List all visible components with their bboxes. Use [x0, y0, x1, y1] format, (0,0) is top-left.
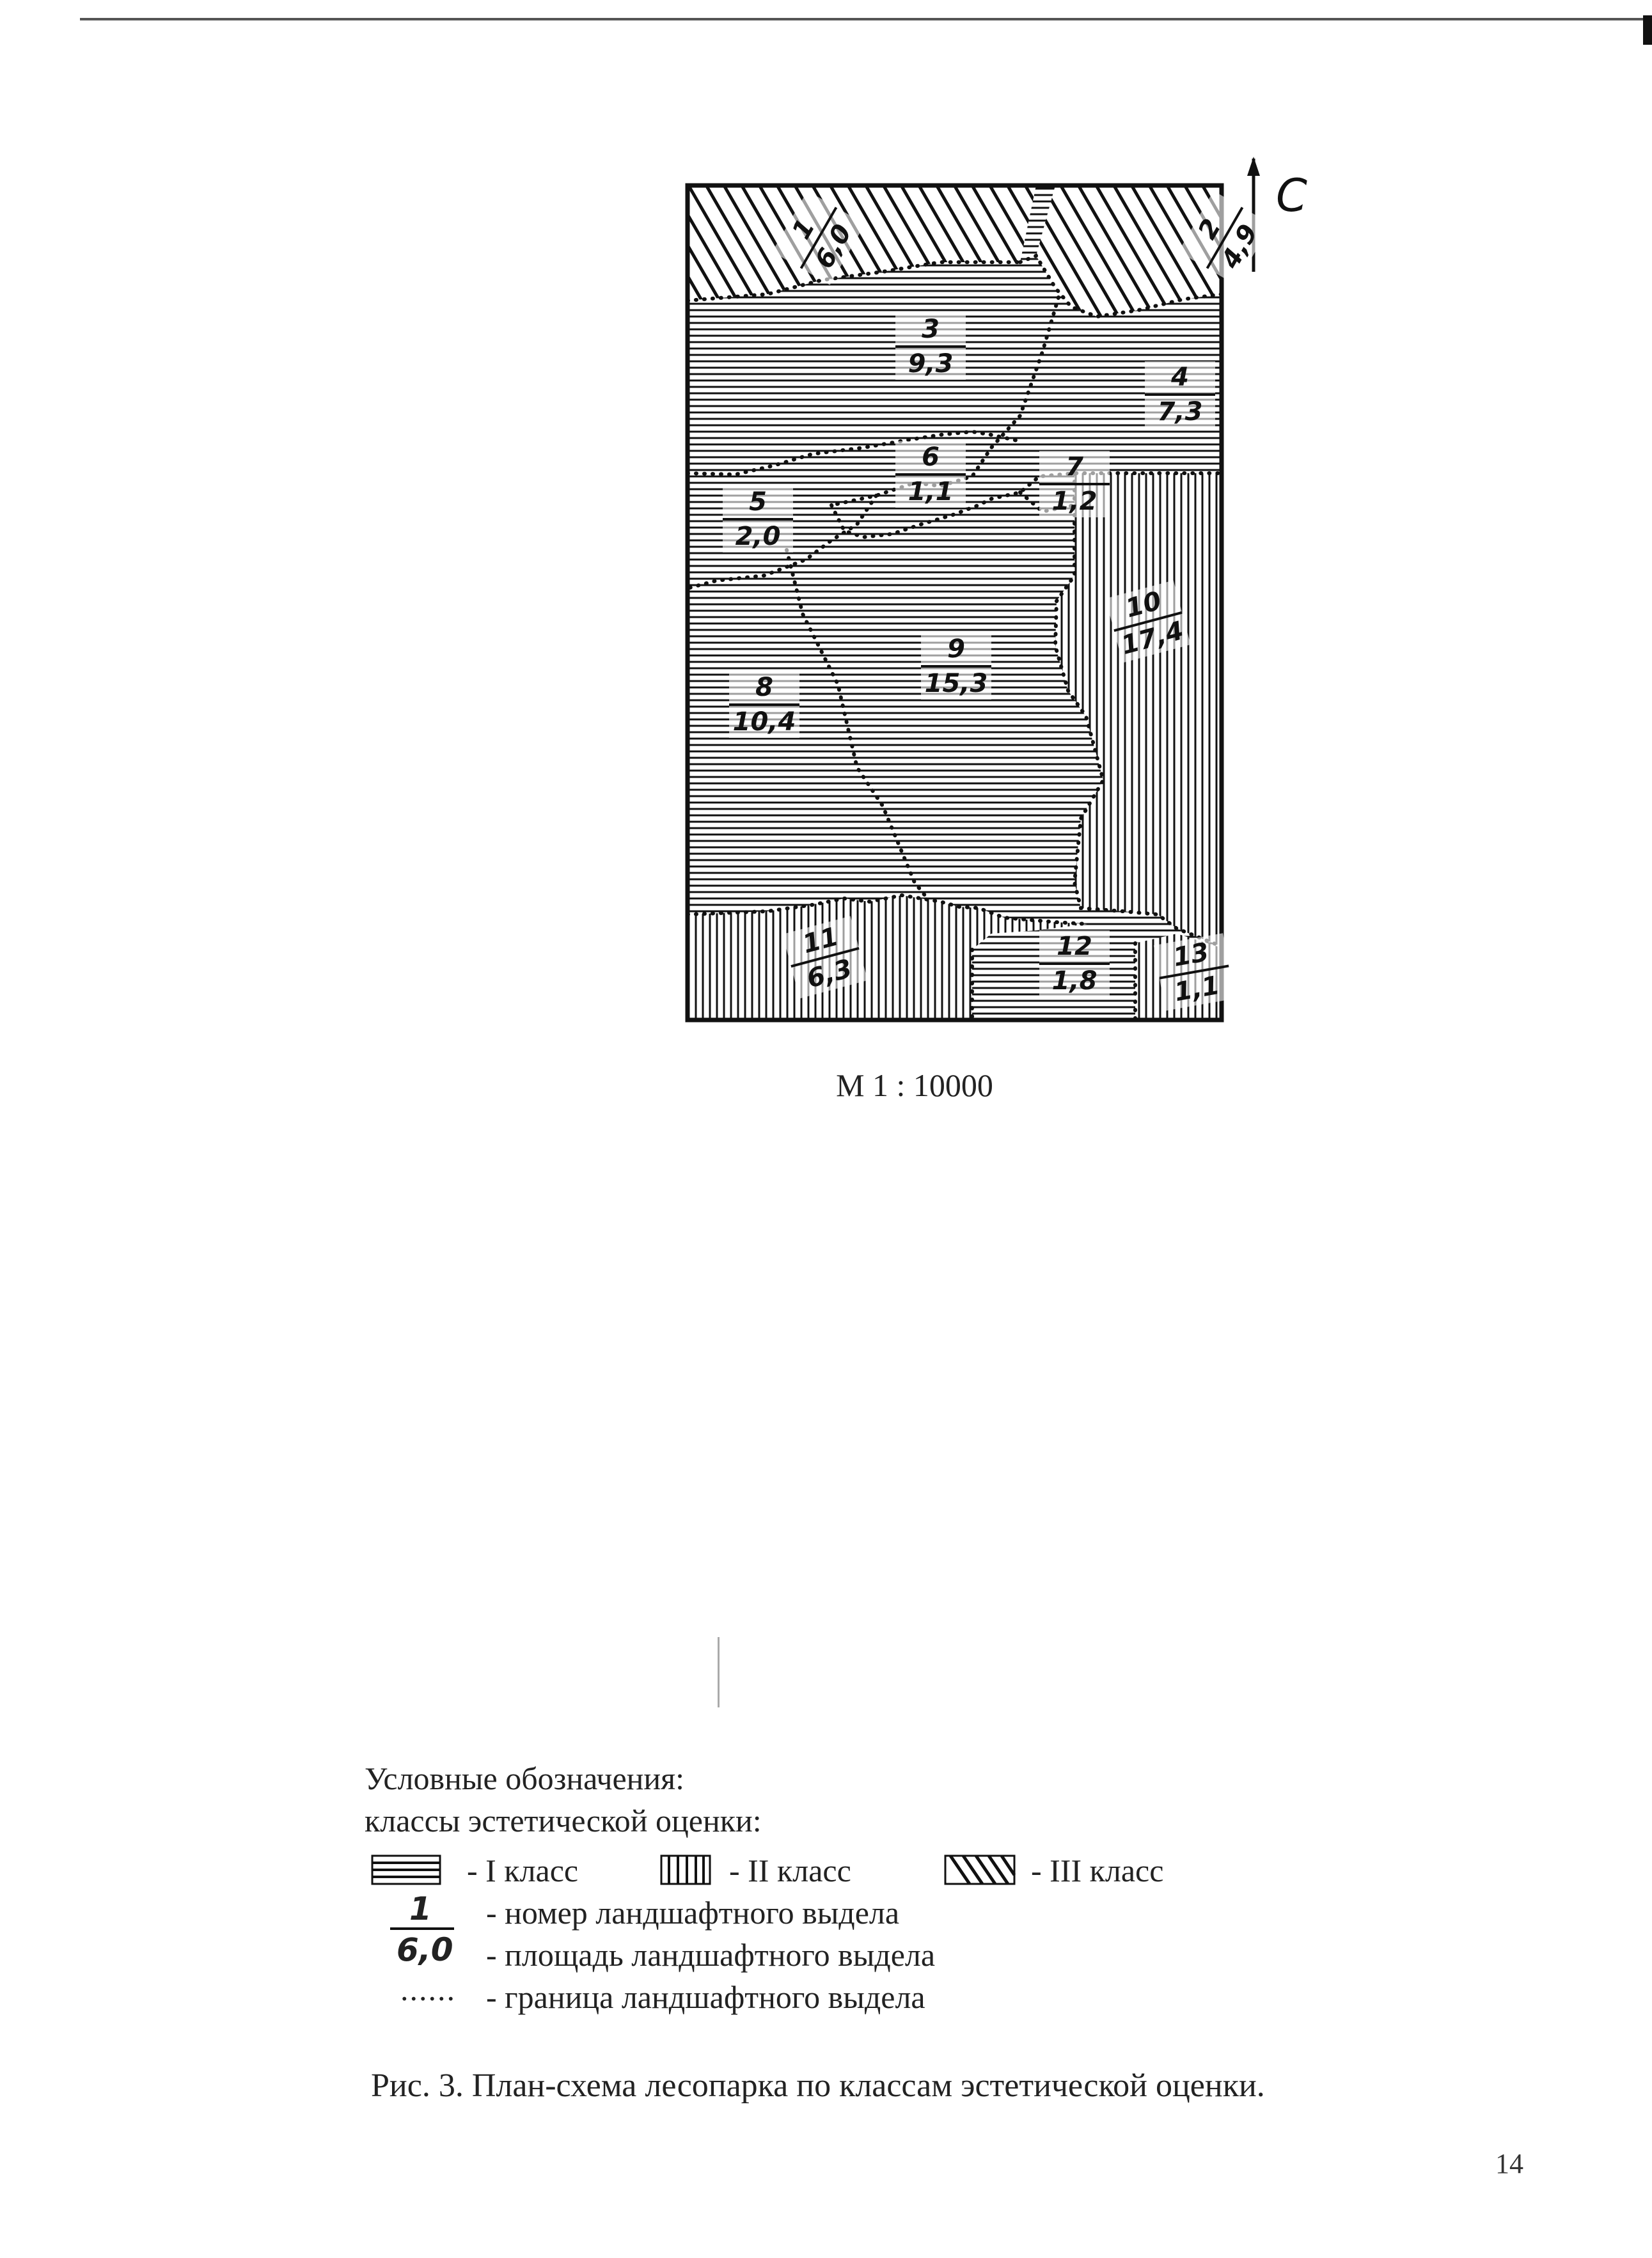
parcel-area: 9,3	[908, 349, 954, 379]
class-1-label: - I класс	[467, 1853, 579, 1888]
legend-sample-area: 6,0	[397, 1931, 453, 1968]
parcel-number: 9	[921, 633, 991, 668]
class-3-label: - III класс	[1031, 1853, 1164, 1888]
parcel-label-13	[1154, 933, 1234, 1011]
parcel-number: 3	[895, 313, 966, 348]
parcel-label-8	[729, 671, 799, 738]
parcel-label-6	[895, 441, 966, 508]
parcel-number: 5	[723, 486, 793, 521]
north-label: С	[1276, 169, 1307, 222]
parcel-label-7	[1039, 451, 1110, 517]
parcel-number: 8	[729, 671, 799, 706]
parcel-area: 6,3	[803, 953, 856, 994]
parcel-area: 1,1	[908, 477, 954, 506]
parcel-label-4	[1145, 361, 1215, 428]
class-2-label: - II класс	[729, 1853, 851, 1888]
parcel-number: 7	[1039, 451, 1110, 485]
forest-park-map	[672, 141, 1307, 1036]
top-rule	[80, 18, 1652, 20]
parcel-area: 15,3	[924, 669, 988, 698]
parcel-area: 2,0	[735, 522, 781, 551]
parcel-label-3	[895, 313, 966, 380]
legend-sample-number: 1	[409, 1890, 432, 1927]
parcel-area: 1,1	[1172, 970, 1222, 1008]
legend-boundary-dots: ......	[400, 1972, 456, 2007]
legend-area-desc: - площадь ландшафтного выдела	[486, 1937, 936, 1973]
parcel-label-9	[921, 633, 991, 700]
legend-title: Условные обозначения:	[365, 1760, 685, 1796]
parcel-label-5	[723, 486, 793, 553]
class-3-swatch-icon	[944, 1854, 1016, 1885]
parcel-area: 1,8	[1051, 966, 1097, 996]
map-scale: М 1 : 10000	[836, 1067, 993, 1103]
parcel-area: 7,3	[1157, 397, 1203, 427]
parcel-label-12	[1039, 930, 1110, 997]
scan-artifact	[718, 1637, 720, 1707]
legend-subtitle: классы эстетической оценки:	[365, 1803, 762, 1839]
edge-mark	[1643, 15, 1652, 45]
legend-number-desc: - номер ландшафтного выдела	[486, 1895, 900, 1931]
parcel-area: 6,0	[809, 219, 858, 274]
parcel-number: 4	[1145, 361, 1215, 396]
parcel-area: 17,4	[1118, 616, 1187, 661]
legend-boundary-desc: - граница ландшафтного выдела	[486, 1979, 925, 2015]
class-2-swatch-icon	[660, 1854, 711, 1885]
class-1-swatch-icon	[371, 1854, 441, 1885]
figure-caption: Рис. 3. План-схема лесопарка по классам эстетической оценки.	[371, 2067, 1265, 2104]
parcel-number: 11	[782, 916, 859, 968]
parcel-number: 1	[772, 191, 837, 269]
parcel-number: 12	[1039, 930, 1110, 965]
parcel-number: 10	[1105, 581, 1182, 632]
parcel-number: 13	[1154, 933, 1229, 979]
page-number: 14	[1495, 2148, 1523, 2179]
parcel-area: 4,9	[1215, 219, 1264, 274]
parcel-number: 6	[895, 441, 966, 476]
legend-sample-fraction-bar	[390, 1927, 454, 1930]
parcel-area: 10,4	[732, 707, 796, 737]
parcel-area: 1,2	[1051, 487, 1097, 516]
parcel-number: 2	[1178, 191, 1243, 269]
